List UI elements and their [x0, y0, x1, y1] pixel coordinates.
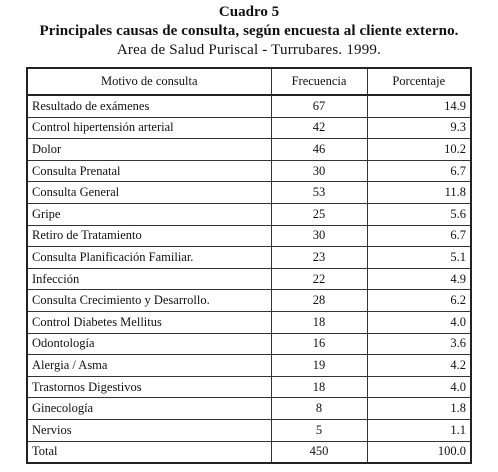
cell-frecuencia: 19 [271, 355, 367, 377]
cell-motivo: Gripe [27, 203, 271, 225]
cell-motivo: Alergia / Asma [27, 355, 271, 377]
cell-frecuencia: 5 [271, 419, 367, 441]
table-row [27, 182, 471, 204]
table-row [27, 333, 471, 355]
cell-porcentaje: 6.2 [367, 290, 471, 312]
cell-motivo: Consulta Crecimiento y Desarrollo. [27, 290, 271, 312]
cell-frecuencia: 25 [271, 203, 367, 225]
cell-frecuencia: 450 [271, 441, 367, 463]
cell-porcentaje: 14.9 [367, 95, 471, 117]
table-row [27, 419, 471, 441]
cell-porcentaje: 4.9 [367, 268, 471, 290]
cell-motivo: Infección [27, 268, 271, 290]
cell-porcentaje: 4.2 [367, 355, 471, 377]
column-header-porcentaje: Porcentaje [367, 68, 471, 95]
table-row [27, 376, 471, 398]
table-row [27, 355, 471, 377]
cell-frecuencia: 16 [271, 333, 367, 355]
cell-porcentaje: 4.0 [367, 311, 471, 333]
table-row [27, 311, 471, 333]
cell-frecuencia: 18 [271, 376, 367, 398]
table-body [27, 95, 471, 463]
table-row [27, 160, 471, 182]
column-header-motivo: Motivo de consulta [27, 68, 271, 95]
table-row [27, 247, 471, 269]
cell-porcentaje: 5.6 [367, 203, 471, 225]
cell-motivo: Total [27, 441, 271, 463]
cell-motivo: Ginecología [27, 398, 271, 420]
table-total-row [27, 441, 471, 463]
cell-frecuencia: 8 [271, 398, 367, 420]
cell-frecuencia: 28 [271, 290, 367, 312]
table-row [27, 398, 471, 420]
table-row [27, 203, 471, 225]
cell-porcentaje: 6.7 [367, 160, 471, 182]
cell-frecuencia: 23 [271, 247, 367, 269]
cell-porcentaje: 10.2 [367, 139, 471, 161]
table-row [27, 139, 471, 161]
column-header-frecuencia: Frecuencia [271, 68, 367, 95]
cell-frecuencia: 67 [271, 95, 367, 117]
cell-porcentaje: 100.0 [367, 441, 471, 463]
table-title: Cuadro 5 [218, 4, 280, 20]
cell-motivo: Retiro de Tratamiento [27, 225, 271, 247]
cell-frecuencia: 46 [271, 139, 367, 161]
consultation-causes-table [26, 67, 472, 464]
table-row [27, 268, 471, 290]
cell-motivo: Resultado de exámenes [27, 95, 271, 117]
table-header-row [27, 68, 471, 95]
cell-porcentaje: 5.1 [367, 247, 471, 269]
cell-porcentaje: 9.3 [367, 117, 471, 139]
table-row [27, 225, 471, 247]
cell-motivo: Dolor [27, 139, 271, 161]
cell-porcentaje: 6.7 [367, 225, 471, 247]
cell-frecuencia: 42 [271, 117, 367, 139]
cell-porcentaje: 4.0 [367, 376, 471, 398]
cell-motivo: Trastornos Digestivos [27, 376, 271, 398]
cell-porcentaje: 1.8 [367, 398, 471, 420]
cell-frecuencia: 22 [271, 268, 367, 290]
cell-motivo: Nervios [27, 419, 271, 441]
cell-motivo: Consulta Prenatal [27, 160, 271, 182]
cell-motivo: Control hipertensión arterial [27, 117, 271, 139]
table-row [27, 117, 471, 139]
cell-frecuencia: 18 [271, 311, 367, 333]
cell-porcentaje: 3.6 [367, 333, 471, 355]
cell-motivo: Consulta Planificación Familiar. [27, 247, 271, 269]
table-row [27, 95, 471, 117]
cell-frecuencia: 53 [271, 182, 367, 204]
cell-motivo: Consulta General [27, 182, 271, 204]
cell-motivo: Odontología [27, 333, 271, 355]
cell-porcentaje: 1.1 [367, 419, 471, 441]
table-subtitle: Principales causas de consulta, según encuesta al cliente externo. [39, 23, 459, 39]
table-source-line: Area de Salud Puriscal - Turrubares. 1999. [116, 42, 382, 58]
cell-porcentaje: 11.8 [367, 182, 471, 204]
cell-frecuencia: 30 [271, 160, 367, 182]
cell-frecuencia: 30 [271, 225, 367, 247]
table-row [27, 290, 471, 312]
document-header [0, 3, 498, 60]
cell-motivo: Control Diabetes Mellitus [27, 311, 271, 333]
